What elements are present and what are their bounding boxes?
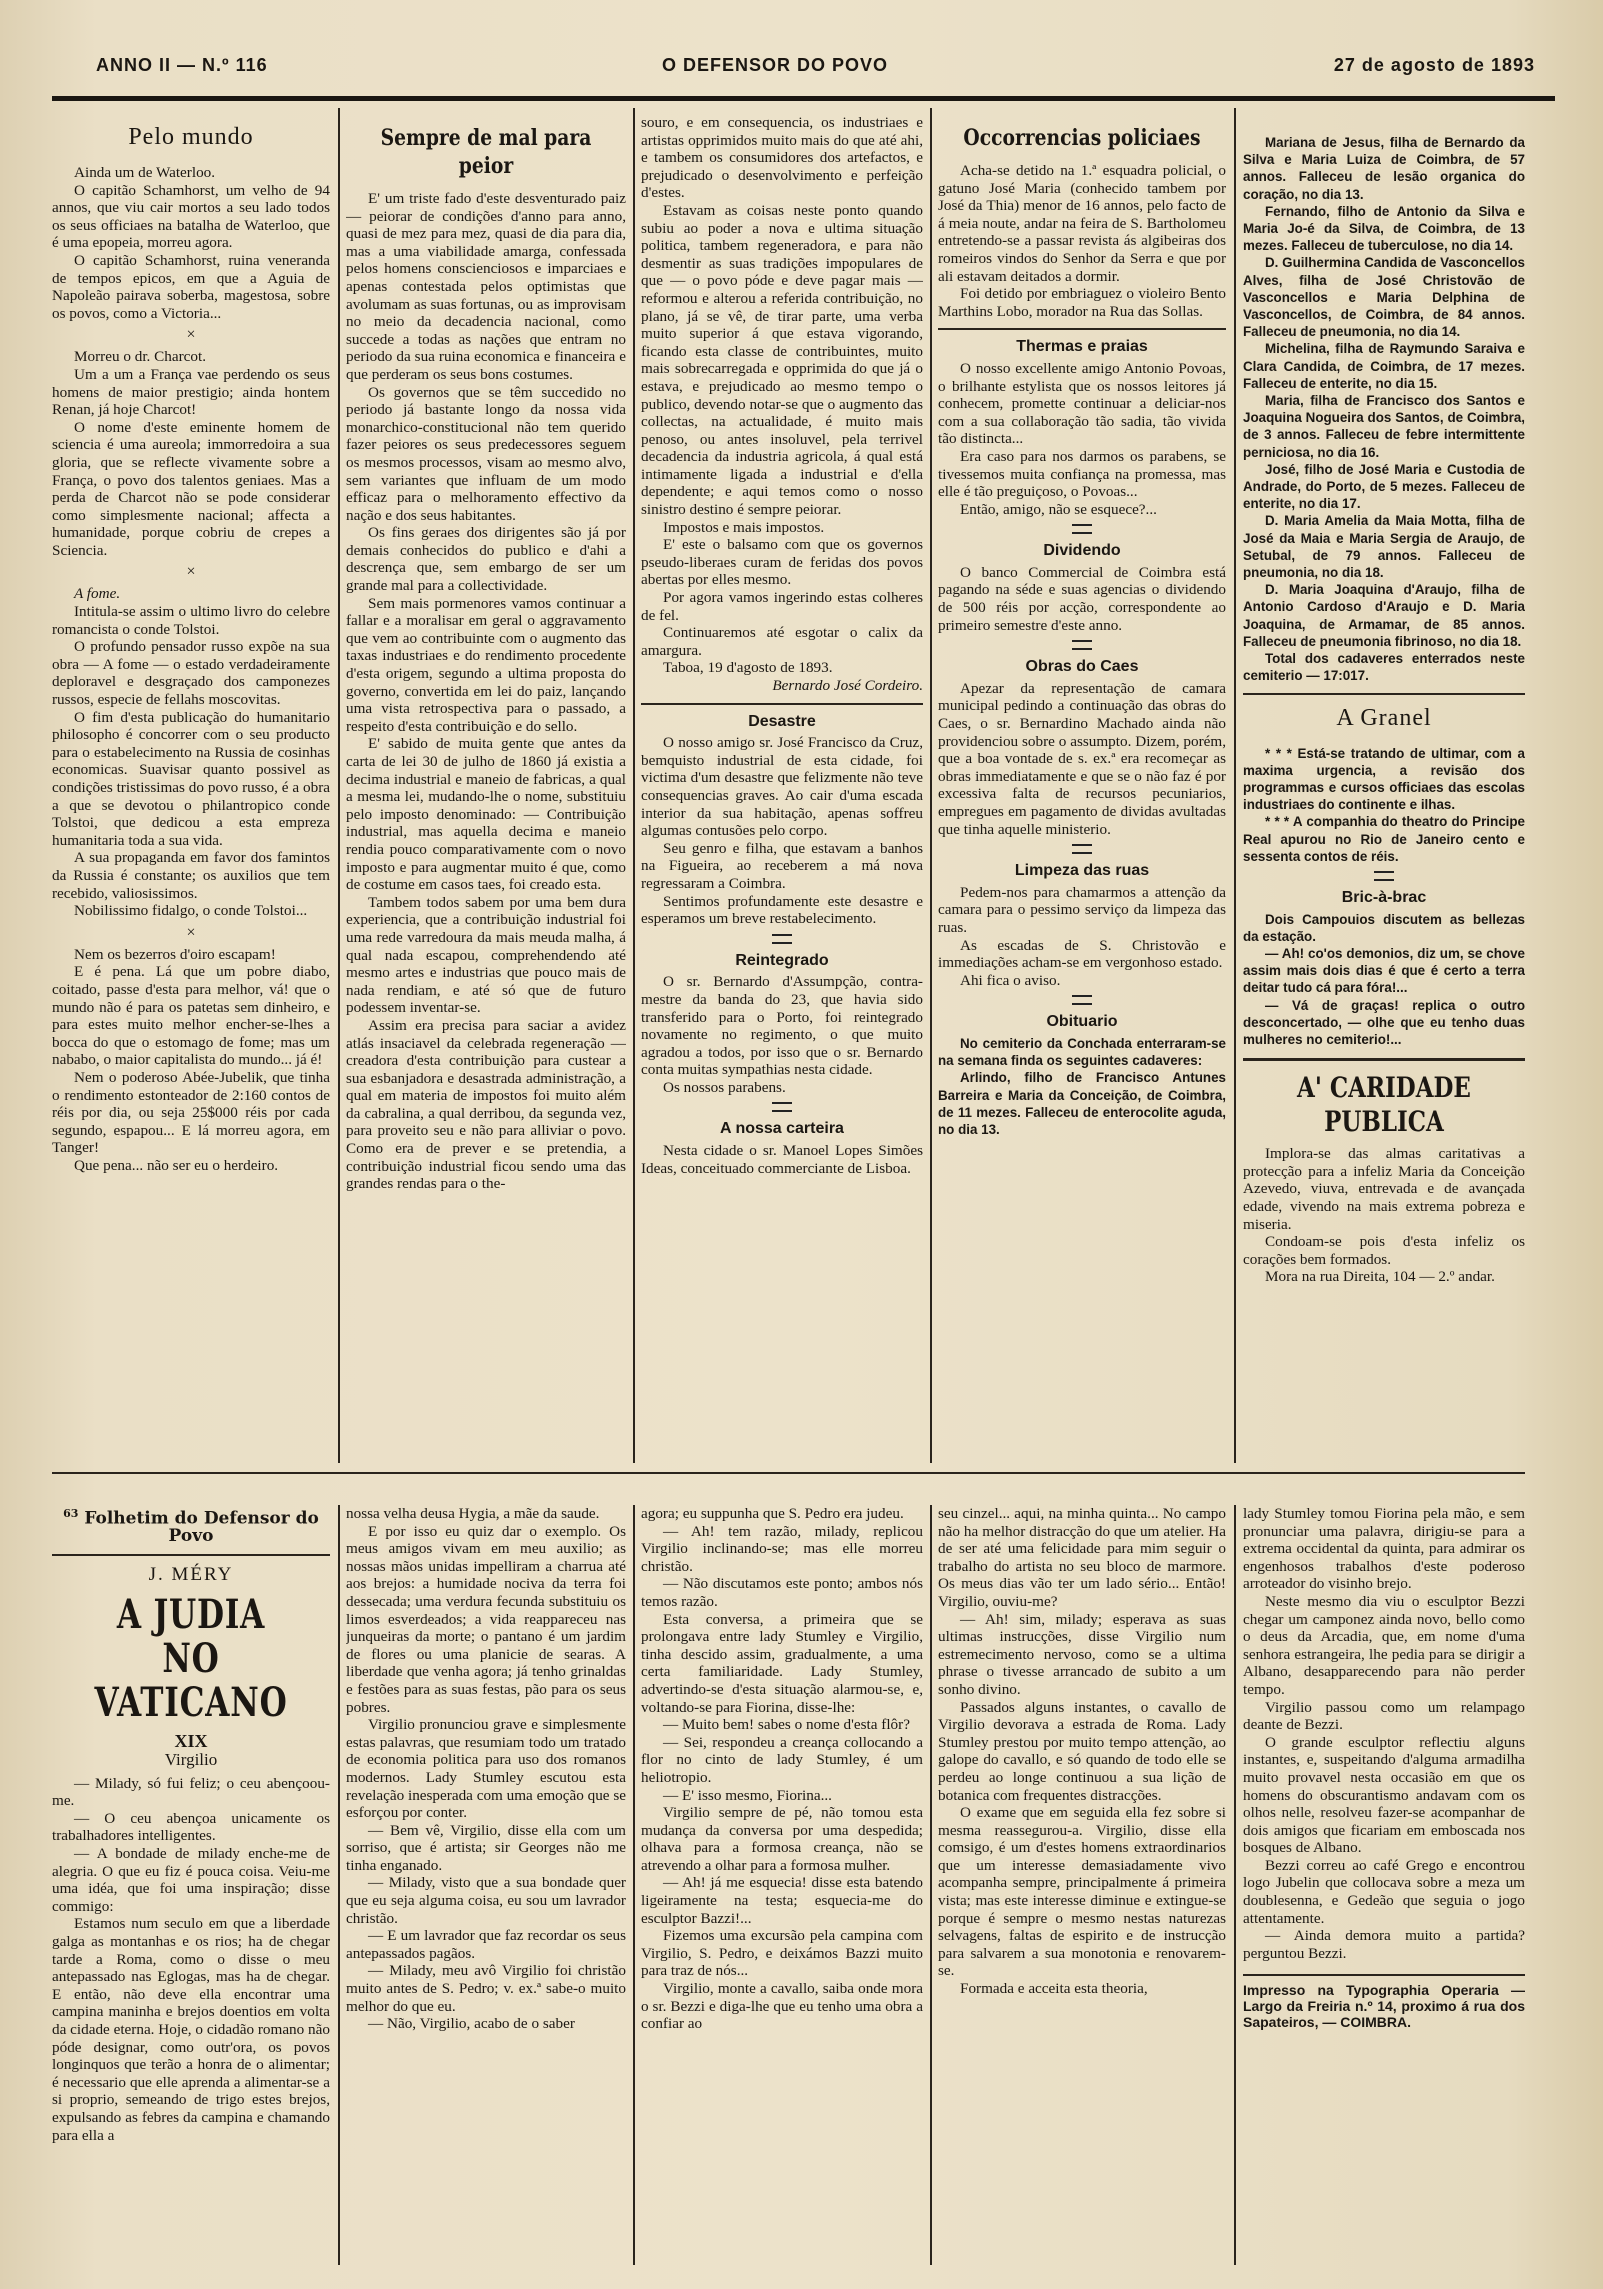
paragraph: Virgilio passou como um relampago deante de Bezzi. <box>1243 1698 1525 1734</box>
paragraph: A fome. <box>74 585 121 603</box>
column-sempre-de-mal <box>346 118 626 1463</box>
column-rule <box>338 1505 340 2265</box>
author: J. MÉRY <box>148 1563 234 1585</box>
obituary-entry: D. Guilhermina Candida de Vasconcellos Alves, filha de José Christovão de Vasconcellos e Maria Delphina de Vasconcellos, de Coimbra, de 84 annos. Falleceu de pneumonia, no dia 14. <box>1243 255 1525 340</box>
column-5 <box>1243 134 1525 1463</box>
paragraph: Nem o poderoso Abée-Jubelik, que tinha o rendimento estonteador de 2:160 contos de réis por dia, ou seja 25$000 réis por cada segundo, espapou... E lá morreu agora, em Tanger! <box>52 1068 330 1157</box>
paragraph: O nosso amigo sr. José Francisco da Cruz, bemquisto industrial de esta cidade, foi victima d'um desastre que felizmente não teve consequencias graves. Ao cair d'uma escada interior da sua habitação, apenas soffreu algumas contusões pelo corpo. <box>641 734 923 840</box>
obituary-entry: No cemiterio da Conchada enterraram-se na semana finda os seguintes cadaveres: <box>938 1035 1226 1069</box>
chapter-number: XIX <box>174 1731 208 1752</box>
dateline: Taboa, 19 d'agosto de 1893. <box>663 659 833 677</box>
paragraph: Sentimos profundamente este desastre e esperamos um breve restabelecimento. <box>641 892 923 928</box>
paragraph: Um a um a França vae perdendo os seus homens de maior prestigio; ainda hontem Renan, já hoje Charcot! <box>52 365 330 419</box>
masthead <box>52 55 1551 91</box>
separator: × <box>186 923 196 941</box>
column-rule <box>1234 1505 1236 2265</box>
paragraph: — Ainda demora muito a partida? perguntou Bezzi. <box>1243 1927 1525 1962</box>
paragraph: — Não discutamos este ponto; ambos nós temos razão. <box>641 1575 923 1610</box>
paragraph: E é pena. Lá que um pobre diabo, coitado, passe d'esta para melhor, vá! que o mundo não é para os patetas sem dinheiro, e para estes muito melhor encher-se-lhes a bocca do que o estomago de fome; mas um nababo, o maior capitalista do mundo... já é! <box>52 963 330 1069</box>
folhetim-rule <box>52 1472 1525 1474</box>
folhetim-column-5 <box>1243 1505 1525 2265</box>
article-rule <box>1243 693 1525 695</box>
paragraph: O fim d'esta publicação do humanitario philosopho é concorrer com o seu producto para o estabelecimento na Russia de cosinhas economicas. Suavisar quanto possivel as condições tristissimas do povo russo, é a obra a que se devotou o philantropico conde Tolstoi, que dedicou a esta empreza humanitaria toda a sua vida. <box>52 708 330 849</box>
column-rule <box>633 108 635 1463</box>
section-heading: Dividendo <box>1043 542 1121 560</box>
article-rule <box>641 703 923 705</box>
double-rule <box>1374 871 1394 881</box>
paragraph: — Milady, visto que a sua bondade quer que eu seja alguma coisa, eu sou um lavrador christão. <box>346 1874 626 1927</box>
folhetim-column-2 <box>346 1505 626 2265</box>
paragraph: Bezzi correu ao café Grego e encontrou logo Jubelin que collocava sobre a meza um doublesenna, e Gedeão que seguia o jogo attentamente. <box>1243 1856 1525 1927</box>
paragraph: Estavam as coisas neste ponto quando subiu ao poder a nova e ultima situação politica, tambem regeneradora, e para não desmentir as suas tradições impopulares de que — o povo póde e deve pagar mais — reformou e alterou a referida contribuição, no plano, já se vê, de tirar parte, uma verba muito superior á que estava vigorando, ficando esta classe de contribuintes, muito mais sobrecarregada e opprimida do que já o estava, e prejudicado ao mesmo tempo o publico, devendo notar-se que o augmento das collectas, na actualidade, é muito mais penoso, ou antes insoluvel, pela terrivel decadencia da industria agricola, á qual está intimamente ligada a industrial e d'ella dependente; e aqui temos como o nosso sinistro destino é sempre peiorar. <box>641 201 923 519</box>
paragraph: — E um lavrador que faz recordar os seus antepassados pagãos. <box>346 1927 626 1962</box>
double-rule <box>1072 524 1092 534</box>
paragraph: O nosso excellente amigo Antonio Povoas, o brilhante estylista que os nossos leitores já conhecem, promette continuar a deliciar-nos com a sua collaboração tão sadia, tão vivida tão distincta... <box>938 359 1226 448</box>
double-rule <box>772 934 792 944</box>
chapter-title: Virgilio <box>164 1750 218 1770</box>
section-heading: Thermas e praias <box>1016 338 1148 356</box>
paragraph: Era caso para nos darmos os parabens, se tivessemos muita confiança na promessa, mas elle é tão preguiçoso, o Povoas... <box>938 447 1226 501</box>
double-rule <box>772 1102 792 1112</box>
paragraph: Fizemos uma excursão pela campina com Virgilio, S. Pedro, e deixámos Bazzi muito para traz de nós... <box>641 1927 923 1980</box>
paragraph: Passados alguns instantes, o cavallo de Virgilio devorava a estrada de Roma. Lady Stumley prestou por muito tempo attenção, ao galope do cavallo, e só quando de todo elle se perdeu ao longe continuou a sua lição de botanica com frequentes distracções. <box>938 1698 1226 1804</box>
column-occorrencias <box>938 118 1226 1463</box>
paragraph: — Não, Virgilio, acabo de o saber <box>368 2015 575 2033</box>
double-rule <box>1072 640 1092 650</box>
column-rule <box>633 1505 635 2265</box>
section-heading: Reintegrado <box>735 951 829 969</box>
section-heading: Obituario <box>1046 1013 1118 1031</box>
paragraph: — Muito bem! sabes o nome d'esta flôr? <box>663 1716 910 1734</box>
paragraph: Por agora vamos ingerindo estas colheres de fel. <box>641 589 923 624</box>
anecdote: Dois Campouios discutem as bellezas da estação. <box>1243 911 1525 944</box>
paragraph: Neste mesmo dia viu o esculptor Bezzi chegar um camponez ainda novo, bello como o deus da Arcadia, que, em nome d'uma senhora estrangeira, lhe pedia para se dirigir a Albano, desapparecendo para não perder tempo. <box>1243 1592 1525 1698</box>
folhetim-label: Folhetim do Defensor do Povo <box>84 1508 319 1547</box>
paragraph: — O ceu abençoa unicamente os trabalhadores intelligentes. <box>52 1809 330 1845</box>
paragraph: O capitão Schamhorst, ruina veneranda de tempos epicos, em que a Aguia de Napoleão pairava soberba, magestosa, sobre os povos, como a Victoria... <box>52 251 330 322</box>
obituary-total: Total dos cadaveres enterrados neste cemiterio — 17:017. <box>1243 651 1525 684</box>
paragraph: Continuaremos até esgotar o calix da amargura. <box>641 624 923 659</box>
section-title: A Granel <box>1336 704 1432 731</box>
paragraph: Pedem-nos para chamarmos a attenção da camara para o pessimo serviço da limpeza das ruas. <box>938 883 1226 936</box>
paragraph: Virgilio, monte a cavallo, saiba onde mora o sr. Bezzi e diga-lhe que eu tenho uma obra a confiar ao <box>641 1980 923 2033</box>
column-pelo-mundo <box>52 118 330 1463</box>
printer-imprint: Impresso na Typographia Operaria — Largo da Freiria n.º 14, proximo á rua dos Sapateiros, — COIMBRA. <box>1243 1982 1525 2031</box>
section-heading: A nossa carteira <box>720 1120 844 1138</box>
paragraph: E por isso eu quiz dar o exemplo. Os meus amigos vivam em meu auxilio; as nossas mãos unidas impelliram a charrua até aos brejos: a humidade nociva da terra foi dessecada; uma verdura fecunda substituiu os limos esverdeados; a vida reappareceu nas junqueiras da morte; o pantano é um jardim de flores ou uma planicie de searas. A liberdade que venha agora; já tenho grinaldas e festões para as suas festas, pão para os seus pobres. <box>346 1522 626 1716</box>
issue-number: ANNO II — N.º 116 <box>96 55 268 75</box>
section-title: Pelo mundo <box>128 124 254 150</box>
paragraph: Nesta cidade o sr. Manoel Lopes Simões Ideas, conceituado commerciante de Lisboa. <box>641 1142 923 1177</box>
column-rule <box>930 108 932 1463</box>
paragraph: Mora na rua Direita, 104 — 2.º andar. <box>1265 1268 1495 1286</box>
paragraph: O capitão Schamhorst, um velho de 94 annos, que viu cair mortos a seu lado todos os seus officiaes na batalha de Waterloo, que é uma epopeia, morreu agora. <box>52 181 330 252</box>
section-heading: Bric-à-brac <box>1341 888 1427 906</box>
paragraph: Seu genro e filha, que estavam a banhos na Figueira, ao receberem a má nova regressaram a Coimbra. <box>641 839 923 892</box>
double-rule <box>1072 995 1092 1005</box>
paragraph: E' um triste fado d'este desventurado paiz — peiorar de condições d'anno para anno, quasi de mez para mez, quasi de dia para dia, mas a uma viabilidade amarga, confessada pelos homens conscienciosos e imparciaes e apenas contestada pelos optimistas que avolumam as suas fortunas, ou as improvisam no meio da decadencia nacional, como succede a todas as nações que entram no periodo da sua ruina economica e financeira e que perderam os seus bons costumes. <box>346 190 626 383</box>
masthead-rule <box>52 96 1555 101</box>
paragraph: Assim era precisa para saciar a avidez atlás insaciavel da celebrada regeneração — creadora d'esta contribuição para custear a sua esbanjadora e desastrada administração, a qual em materia de impostos foi muito além da cabralina, a qual derribou, da segunda vez, para proveito seu e não para alliviar o povo. Como era de prever e se pretendia, a contribuição industrial ficou sendo uma das grandes rendas para o the- <box>346 1016 626 1193</box>
news-brief: * * * A companhia do theatro do Principe Real apurou no Rio de Janeiro cento e sessenta contos de réis. <box>1243 814 1525 864</box>
paragraph: Apezar da representação de camara municipal pedindo a continuação das obras do Caes, o sr. Bernardino Machado ainda não providenciou sobre o assumpto. Dizem, porém, que a boa vontade de s. ex.ª era recomeçar as obras immediatamente e que se o não faz é por excessiva falta de recursos pecuniarios, empregues em pagamento de dividas avultadas que tinha aquelle ministerio. <box>938 679 1226 838</box>
section-heading: Desastre <box>748 712 816 730</box>
section-heading: Obras do Caes <box>1025 658 1139 676</box>
paragraph: Nobilissimo fidalgo, o conde Tolstoi... <box>74 902 308 920</box>
separator: × <box>186 326 196 344</box>
paragraph: — Milady, só fui feliz; o ceu abençoou-me. <box>52 1774 330 1810</box>
folhetim-column-3 <box>641 1505 923 2265</box>
paragraph: Implora-se das almas caritativas a protecção para a infeliz Maria da Conceição Azevedo, viuva, entrevada e de avançada edade, vivendo na mais extrema pobreza e miseria. <box>1243 1145 1525 1233</box>
obituary-entry: Arlindo, filho de Francisco Antunes Barreira e Maria da Conceição, de Coimbra, de 11 mezes. Falleceu de enterocolite aguda, no dia 13. <box>938 1070 1226 1137</box>
column-3 <box>641 114 923 1463</box>
imprint-rule <box>1243 1974 1525 1976</box>
article-rule <box>938 328 1226 330</box>
newspaper-name: O DEFENSOR DO POVO <box>662 55 889 75</box>
article-rule <box>1243 1058 1525 1061</box>
signature: Bernardo José Cordeiro. <box>772 677 923 694</box>
paragraph: Morreu o dr. Charcot. <box>74 348 207 366</box>
anecdote: — Vá de graças! replica o outro desconcertado, — olhe que eu tenho duas mulheres no cemiterio!... <box>1243 997 1525 1047</box>
article-title: Sempre de mal para peior <box>380 125 592 179</box>
paragraph: Ainda um de Waterloo. <box>74 164 216 181</box>
paragraph: — Ah! tem razão, milady, replicou Virgilio inclinando-se; mas elle morreu christão. <box>641 1522 923 1575</box>
obituary-entry: D. Maria Joaquina d'Araujo, filha de Antonio Cardoso d'Araujo e D. Maria Joaquina, de Armamar, de 85 annos. Falleceu de pneumonia fibrinoso, no dia 18. <box>1243 582 1525 649</box>
paragraph: — Sei, respondeu a creança collocando a flor no cinto de lady Stumley, é um heliotropio. <box>641 1733 923 1786</box>
appeal-title: A' CARIDADE PUBLICA <box>1297 1071 1471 1139</box>
paragraph: As escadas de S. Christovão e immediações acham-se em vergonhoso estado. <box>938 936 1226 972</box>
paragraph: — E' isso mesmo, Fiorina... <box>663 1786 832 1804</box>
paragraph: lady Stumley tomou Fiorina pela mão, e sem pronunciar uma palavra, dirigiu-se para a extrema occidental da quinta, para admirar os engenhosos trabalhos d'este poderoso arroteador do visinho brejo. <box>1243 1505 1525 1593</box>
folhetim-column-4 <box>938 1505 1226 2265</box>
paragraph: nossa velha deusa Hygia, a mãe da saude. <box>346 1505 600 1522</box>
paragraph: Então, amigo, não se esquece?... <box>960 500 1157 518</box>
paragraph: Virgilio sempre de pé, não tomou esta mudança da conversa por uma despedida; olhava para a formosa creança, não se atrevendo a olhar para a formosa mulher. <box>641 1804 923 1874</box>
paragraph: — A bondade de milady enche-me de alegria. O que eu fiz é pouca coisa. Veiu-me uma idéa, que foi uma inspiração; disse commigo: <box>52 1845 330 1915</box>
paragraph: Foi detido por embriaguez o violeiro Bento Marthins Lobo, morador na Rua das Sollas. <box>938 285 1226 320</box>
paragraph: Acha-se detido na 1.ª esquadra policial, o gatuno José Maria (conhecido tambem por José da Thia) menor de 16 annos, pelo facto de á meia noute, andar na feira de S. Bartholomeu entretendo-se a passar revista ás algibeiras dos romeiros vindos do Senhor da Serra e que por ali estavam deitados a dormir. <box>938 162 1226 285</box>
paragraph: Condoam-se pois d'esta infeliz os corações bem formados. <box>1243 1233 1525 1268</box>
obituary-entry: Mariana de Jesus, filha de Bernardo da Silva e Maria Luiza de Coimbra, de 57 annos. Falleceu de lesão organica do coração, no dia 13. <box>1243 135 1525 202</box>
novel-title: A JUDIA NO VATICANO <box>94 1591 288 1727</box>
paragraph: O sr. Bernardo d'Assumpção, contra-mestre da banda do 23, que havia sido transferido para o Porto, foi reintegrado novamente no regimento, o que muito agradou a todos, por isso que o sr. Bernardo conta muitas sympathias nesta cidade. <box>641 973 923 1079</box>
column-rule <box>1234 108 1236 1463</box>
paragraph: O banco Commercial de Coimbra está pagando na séde e suas agencias o dividendo de 500 réis por acção, correspondente ao primeiro semestre d'este anno. <box>938 563 1226 634</box>
section-heading: Limpeza das ruas <box>1014 862 1150 880</box>
news-brief: * * * Está-se tratando de ultimar, com a maxima urgencia, a revisão dos programmas e cursos officiaes das escolas industriaes do continente e ilhas. <box>1243 745 1525 813</box>
paragraph: — Bem vê, Virgilio, disse ella com um sorriso, que é artista; sir Georges não me tinha enganado. <box>346 1821 626 1874</box>
paragraph: Esta conversa, a primeira que se prolongava entre lady Stumley e Virgilio, tinha descido assim, gradualmente, a uma certa familiaridade. Lady Stumley, advertindo-se d'esta situação alarmou-se, e, voltando-se para Fiorina, disse-lhe: <box>641 1610 923 1716</box>
paragraph: seu cinzel... aqui, na minha quinta... No campo não ha melhor distracção do que um atelier. Ha de ser até uma felicidade para mim seguir o trabalho do artista no seu bloco de marmore. Os meus dias vão ter um lado sério... Então! Virgilio, ouviu-me? <box>938 1505 1226 1610</box>
obituary-entry: Maria, filha de Francisco dos Santos e Joaquina Nogueira dos Santos, de Coimbra, de 3 annos. Falleceu de febre intermittente perniciosa, no dia 16. <box>1243 393 1525 460</box>
paragraph: Virgilio pronunciou grave e simplesmente estas palavras, que resumiam todo um tratado de economia politica para uso dos romanos modernos. Lady Stumley escutou esta revelação inesperada com uma emoção que se esforçou por conter. <box>346 1716 626 1822</box>
paragraph: Tambem todos sabem por uma bem dura experiencia, que a contribuição industrial foi uma rede varredoura da mais meuda malha, á qual nada escapou, comprehendendo até mesmo artes e industrias que pouco mais de nada rendiam, e até só que de futuro podessem inventar-se. <box>346 893 626 1017</box>
paragraph: Estamos num seculo em que a liberdade galga as montanhas e os rios; ha de chegar tarde a Roma, como o disse o meu antepassado nas Eglogas, mas ha de chegar. E então, não deve ella encontrar uma campina maninha e brejos doentios em volta da cidade eterna. Hoje, o cidadão romano não póde designar, como outr'ora, os povos longinquos que terão a honra de o alimentar; é necessario que elle aprenda a alimentar-se a si proprio, semeando de trigo estes brejos, expulsando as febres da campina e chamando para ella a <box>52 1915 330 2144</box>
paragraph: — Milady, meu avô Virgilio foi christão muito antes de S. Pedro; v. ex.ª sabe-o muito melhor do que eu. <box>346 1962 626 2015</box>
paragraph: souro, e em consequencia, os industriaes e artistas opprimidos muito mais do que até ahi, e tambem os consumidores dos artefactos, e prejudicado o desenvolvimento e perfeição d'estes. <box>641 114 923 202</box>
paragraph: Sem mais pormenores vamos continuar a fallar e a moralisar em geral o aggravamento que vem ao contribuinte com o augmento das taxas industriaes e do rendimento procedente d'esta origem, segundo a ultima proposta do governo, convertida em lei do paiz, lançando uma vista retrospectiva para o passado, a respeito d'esta contribuição e do sello. <box>346 594 626 735</box>
paragraph: Nem os bezerros d'oiro escapam! <box>74 945 276 963</box>
paragraph: Os fins geraes dos dirigentes são já por demais conhecidos do publico e d'ahi a descrença que, sem embargo de ser um grande mal para a collectividade. <box>346 524 626 595</box>
paragraph: agora; eu suppunha que S. Pedro era judeu. <box>641 1505 904 1522</box>
paragraph: O exame que em seguida ella fez sobre si mesma reassegurou-a. Virgilio, disse ella comsigo, é um d'estes homens extraordinarios que um interesse demasiadamente vivo acompanha sempre, principalmente á primeira vista; mas este interesse diminue e extingue-se porque é sempre o mesmo nestas naturezas selvagens, faltas de espirito e de instrucção para salvarem a sua monotonia e renovarem-se. <box>938 1804 1226 1980</box>
paragraph: O profundo pensador russo expõe na sua obra — A fome — o estado verdadeiramente deploravel e desgraçado dos camponezes russos, especie de fellahs moscovitas. <box>52 638 330 709</box>
paragraph: Ahi fica o aviso. <box>960 971 1061 989</box>
column-rule <box>338 108 340 1463</box>
column-rule <box>930 1505 932 2265</box>
paragraph: E' este o balsamo com que os governos pseudo-liberaes curam de feridas dos povos abertas por elles mesmo. <box>641 536 923 589</box>
paragraph: Os governos que se têm succedido no periodo já bastante longo da nossa vida monarchico-constitucional não tem querido fazer peiores os seus predecessores seguem os mesmos processos, visam ao mesmo alvo, sem variantes que influam de um modo efficaz para o melhoramento effectivo da nação e dos seus habitantes. <box>346 383 626 524</box>
obituary-entry: Fernando, filho de Antonio da Silva e Maria Jo-é da Silva, de Coimbra, de 13 mezes. Falleceu de tuberculose, no dia 14. <box>1243 203 1525 254</box>
paragraph: O nome d'este eminente homem de sciencia é uma aureola; immorredoira a sua gloria, que se reflecte vivamente sobre a França, o povo dos talentos geniaes. Mas a perda de Charcot não se pode considerar como simplesmente nacional; affecta a humanidade, porque cobriu de crepes a Sciencia. <box>52 418 330 559</box>
paragraph: E' sabido de muita gente que antes da carta de lei 30 de julho de 1860 já existia a decima industrial e maneio de fabricas, a qual a mesma lei, mudando-lhe o nome, substituiu pelo imposto denominado: — Contribuição industrial, mas aquella decima e maneio rendia pouco comparativamente com o novo imposto e para augmentar muito é que, como de costume em casos taes, foi creado esta. <box>346 735 626 894</box>
obituary-entry: D. Maria Amelia da Maia Motta, filha de José da Maia e Maria Sergia de Araujo, de Setubal, de 79 annos. Falleceu de pneumonia, no dia 18. <box>1243 513 1525 581</box>
folhetim-header <box>52 1505 330 1546</box>
paragraph: Formada e acceita esta theoria, <box>960 1980 1148 1998</box>
paragraph: — Ah! já me esquecia! disse esta batendo ligeiramente na testa; esquecia-me do esculptor Bazzi!... <box>641 1874 923 1927</box>
obituary-entry: Michelina, filha de Raymundo Saraiva e Clara Candida, de Coimbra, de 17 mezes. Falleceu de enterite, no dia 15. <box>1243 341 1525 391</box>
paragraph: — Ah! sim, milady; esperava as suas ultimas instrucções, disse Virgilio num estremecimento nervoso, como se a ultima phrase o tivesse arrancado de subito a um sonho divino. <box>938 1610 1226 1698</box>
paragraph: Impostos e mais impostos. <box>663 518 825 536</box>
separator: × <box>186 563 196 581</box>
folhetim-number: 63 <box>63 1507 79 1520</box>
folhetim-column-1 <box>52 1505 330 2265</box>
anecdote: — Ah! co'os demonios, diz um, se chove assim mais dois dias é que é certo a terra deitar tudo cá para fóra!... <box>1243 945 1525 996</box>
paragraph: Os nossos parabens. <box>663 1078 786 1096</box>
double-rule <box>1072 844 1092 854</box>
section-title: Occorrencias policiaes <box>963 125 1201 151</box>
paragraph: A sua propaganda em favor dos famintos da Russia é constante; os auxilios que tem recebido, valiosissimos. <box>52 849 330 902</box>
article-rule <box>52 1554 330 1556</box>
paragraph: Que pena... não ser eu o herdeiro. <box>74 1156 279 1174</box>
paragraph: O grande esculptor reflectiu alguns instantes, e, suspeitando d'alguma armadilha muito provavel nesta occasião em que os homens do obscurantismo andavam com os olhos nelle, resolveu fazer-se acompanhar de dois amigos que ficariam em emboscada nos bosques de Albano. <box>1243 1733 1525 1857</box>
obituary-entry: José, filho de José Maria e Custodia de Andrade, do Porto, de 5 mezes. Falleceu de enterite, no dia 17. <box>1243 461 1525 512</box>
issue-date: 27 de agosto de 1893 <box>1333 55 1535 75</box>
paragraph: Intitula-se assim o ultimo livro do celebre romancista o conde Tolstoi. <box>52 603 330 638</box>
